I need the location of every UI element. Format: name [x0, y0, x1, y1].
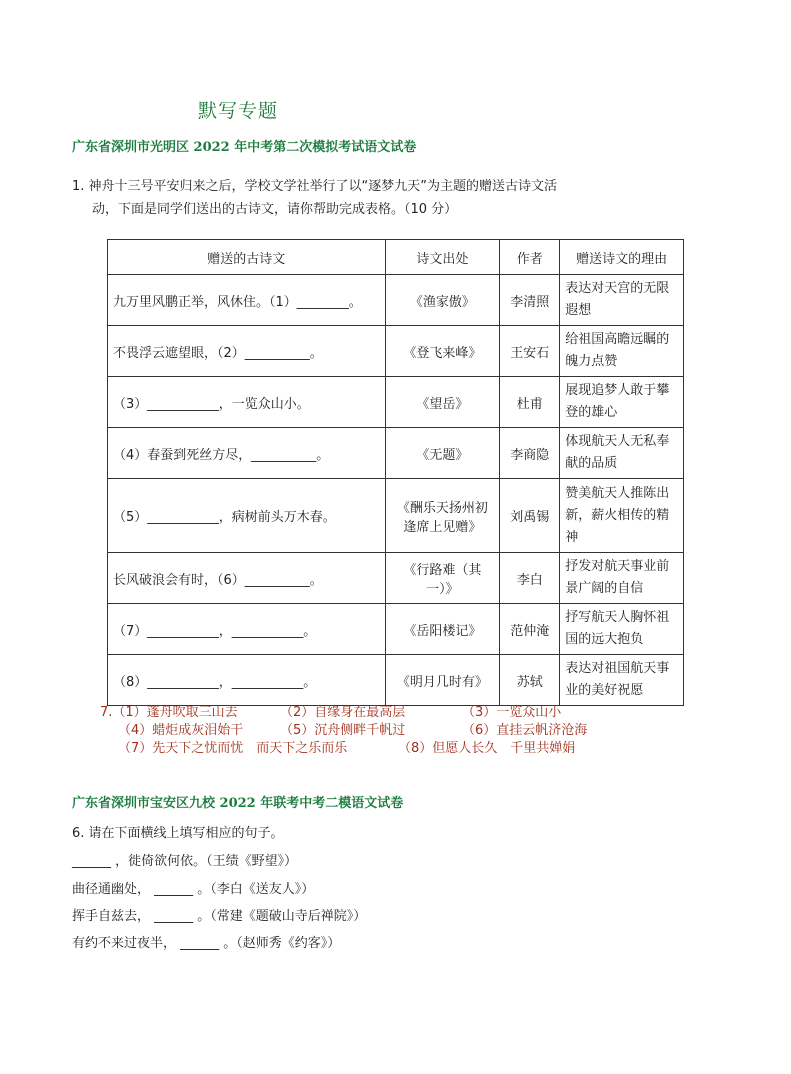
source-cell: 《行路难（其一）》 — [385, 553, 500, 604]
poem-cell: （3）___________，一览众山小。 — [108, 377, 386, 428]
source-cell: 《望岳》 — [385, 377, 500, 428]
answer-line-3 — [100, 740, 587, 758]
source-cell: 《岳阳楼记》 — [385, 604, 500, 655]
poem-cell: 长风破浪会有时，（6）__________。 — [108, 553, 386, 604]
author-cell: 杜甫 — [500, 377, 560, 428]
table-row — [108, 275, 684, 326]
header-reason: 赠送诗文的理由 — [560, 240, 684, 275]
table-row — [108, 479, 684, 553]
fill-line: 曲径通幽处， ______ 。（李白《送友人》） — [72, 882, 315, 897]
author-cell: 李商隐 — [500, 428, 560, 479]
question6: 6. 请在下面横线上填写相应的句子。 — [72, 826, 284, 841]
table-row — [108, 655, 684, 706]
fill-line: ______ ，徙倚欲何依。（王绩《野望》） — [72, 854, 298, 869]
reason-cell: 给祖国高瞻远瞩的魄力点赞 — [560, 326, 684, 377]
table-row — [108, 553, 684, 604]
poem-cell: （4）春蚕到死丝方尽，__________。 — [108, 428, 386, 479]
reason-cell: 展现追梦人敢于攀登的雄心 — [560, 377, 684, 428]
table-header-row — [108, 240, 684, 275]
table-row — [108, 428, 684, 479]
answer-item: （5）沉舟侧畔千帆过 — [280, 723, 406, 738]
source-cell: 《登飞来峰》 — [385, 326, 500, 377]
table-row — [108, 604, 684, 655]
poem-cell: （8）___________，___________。 — [108, 655, 386, 706]
author-cell: 李清照 — [500, 275, 560, 326]
author-cell: 李白 — [500, 553, 560, 604]
answer-item: （6）直挂云帆济沧海 — [462, 723, 588, 738]
answer-item: （2）自缘身在最高层 — [280, 705, 406, 720]
poem-cell: （7）___________，___________。 — [108, 604, 386, 655]
reason-cell: 赞美航天人推陈出新，薪火相传的精神 — [560, 479, 684, 553]
answer-item: （4）蜡炬成灰泪始干 — [118, 723, 244, 738]
reason-cell: 表达对天宫的无限遐想 — [560, 275, 684, 326]
reason-cell: 抒写航天人胸怀祖国的远大抱负 — [560, 604, 684, 655]
answer-line-1 — [100, 704, 587, 722]
doc-title: 默写专题 — [198, 100, 279, 122]
poem-cell: 不畏浮云遮望眼，（2）__________。 — [108, 326, 386, 377]
question1-line2: 动，下面是同学们送出的古诗文，请你帮助完成表格。（10 分） — [92, 202, 458, 217]
source-cell: 《无题》 — [385, 428, 500, 479]
answer-line-2 — [100, 722, 587, 740]
source-cell: 《渔家傲》 — [385, 275, 500, 326]
author-cell: 苏轼 — [500, 655, 560, 706]
author-cell: 范仲淹 — [500, 604, 560, 655]
header-source: 诗文出处 — [385, 240, 500, 275]
reason-cell: 表达对祖国航天事业的美好祝愿 — [560, 655, 684, 706]
header-author: 作者 — [500, 240, 560, 275]
answer-item: 7.（1）蓬舟吹取三山去 — [100, 705, 238, 720]
answer-item: （3）一览众山小 — [462, 705, 562, 720]
answer-item: （7）先天下之忧而忧 而天下之乐而乐 — [118, 741, 348, 756]
poem-cell: （5）___________，病树前头万木春。 — [108, 479, 386, 553]
poem-table — [107, 239, 684, 706]
reason-cell: 体现航天人无私奉献的品质 — [560, 428, 684, 479]
poem-cell: 九万里风鹏正举，风休住。（1）________。 — [108, 275, 386, 326]
reason-cell: 抒发对航天事业前景广阔的自信 — [560, 553, 684, 604]
header-poem: 赠送的古诗文 — [108, 240, 386, 275]
author-cell: 刘禹锡 — [500, 479, 560, 553]
fill-line: 有约不来过夜半， ______ 。（赵师秀《约客》） — [72, 936, 341, 951]
table-row — [108, 377, 684, 428]
table-row — [108, 326, 684, 377]
question1-line1: 1. 神舟十三号平安归来之后，学校文学社举行了以“逐梦九天”为主题的赠送古诗文活 — [72, 179, 558, 194]
author-cell: 王安石 — [500, 326, 560, 377]
answer-item: （8）但愿人长久 千里共婵娟 — [398, 741, 576, 756]
source-cell: 《明月几时有》 — [385, 655, 500, 706]
fill-line: 挥手自兹去， ______ 。（常建《题破山寺后禅院》） — [72, 909, 367, 924]
section1-heading: 广东省深圳市光明区 2022 年中考第二次模拟考试语文试卷 — [72, 140, 417, 155]
answer-key — [100, 704, 587, 758]
source-cell: 《酬乐天扬州初逢席上见赠》 — [385, 479, 500, 553]
section2-heading: 广东省深圳市宝安区九校 2022 年联考中考二模语文试卷 — [72, 796, 404, 811]
